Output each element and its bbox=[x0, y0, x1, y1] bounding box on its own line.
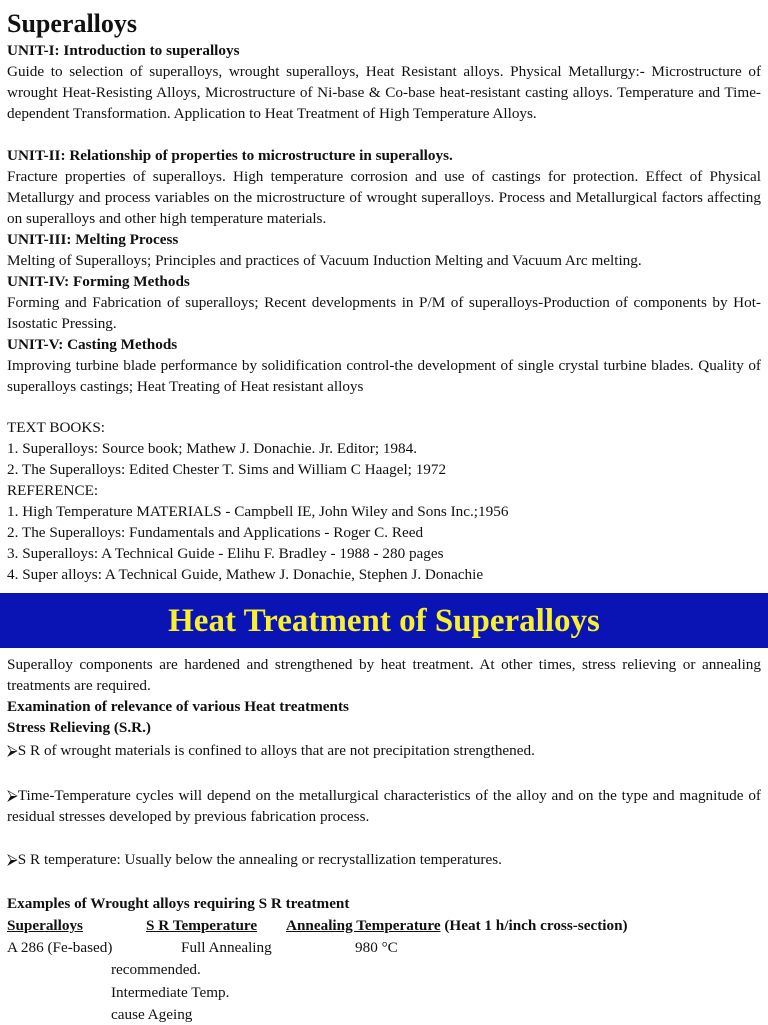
unit-3-section bbox=[7, 229, 761, 271]
table-note-line: recommended. bbox=[111, 961, 201, 978]
table-header-sr-temperature: S R Temperature bbox=[146, 917, 258, 934]
unit-3-heading: UNIT-III: Melting Process bbox=[7, 231, 179, 248]
table-cell-alloy: A 286 (Fe-based) bbox=[7, 939, 113, 956]
arrow-bullet-icon: ⮚ bbox=[7, 851, 18, 868]
unit-4-heading: UNIT-IV: Forming Methods bbox=[7, 273, 190, 290]
reference-item: 4. Super alloys: A Technical Guide, Mathew J. Donachie, Stephen J. Donachie bbox=[7, 566, 484, 583]
unit-2-heading: UNIT-II: Relationship of properties to microstructure in superalloys. bbox=[7, 147, 453, 164]
banner-title: Heat Treatment of Superalloys bbox=[168, 602, 600, 639]
textbooks-heading: TEXT BOOKS: bbox=[7, 419, 106, 436]
table-cell-sr-temperature: Full Annealing bbox=[181, 939, 272, 956]
reference-heading: REFERENCE: bbox=[7, 482, 99, 499]
table-header-note: (Heat 1 h/inch cross-section) bbox=[444, 917, 628, 934]
unit-5-body: Improving turbine blade performance by solidification control-the development of single crystal turbine blades. Quality of superalloys castings; Heat Treating of Heat resistant alloys bbox=[7, 357, 761, 395]
textbooks-section bbox=[7, 417, 761, 585]
unit-5-section bbox=[7, 334, 761, 397]
stress-relieving-heading: Stress Relieving (S.R.) bbox=[7, 719, 151, 736]
reference-item: 2. The Superalloys: Fundamentals and Applications - Roger C. Reed bbox=[7, 524, 424, 541]
unit-1-heading: UNIT-I: Introduction to superalloys bbox=[7, 42, 240, 59]
table-header-superalloys: Superalloys bbox=[7, 917, 83, 934]
bullet-item bbox=[7, 785, 761, 827]
table-header-row bbox=[7, 915, 83, 936]
unit-3-body: Melting of Superalloys; Principles and practices of Vacuum Induction Melting and Vacuum Arc melting. bbox=[7, 252, 642, 269]
heat-treatment-intro: Superalloy components are hardened and strengthened by heat treatment. At other times, stress relieving or annealing treatments are required. bbox=[7, 656, 761, 694]
textbook-item: 1. Superalloys: Source book; Mathew J. Donachie. Jr. Editor; 1984. bbox=[7, 440, 418, 457]
unit-1-body: Guide to selection of superalloys, wrought superalloys, Heat Resistant alloys. Physical Metallurgy:- Microstructure of wrought Heat-Resisting Alloys, Microstructure of Ni-base & Co-base heat-resistant casting alloys. Temperature and Time-dependent Transformation. Application to Heat Treatment of High Temperature Alloys. bbox=[7, 63, 761, 122]
unit-5-heading: UNIT-V: Casting Methods bbox=[7, 336, 178, 353]
section-banner bbox=[0, 593, 768, 648]
reference-item: 1. High Temperature MATERIALS - Campbell IE, John Wiley and Sons Inc.;1956 bbox=[7, 503, 509, 520]
unit-4-body: Forming and Fabrication of superalloys; Recent developments in P/M of superalloys-Production of components by Hot-Isostatic Pressing. bbox=[7, 294, 761, 332]
page-title: Superalloys bbox=[7, 9, 138, 38]
table-header-cell bbox=[286, 915, 628, 936]
bullet-text: Time-Temperature cycles will depend on the metallurgical characteristics of the alloy and on the type and magnitude of residual stresses developed by previous fabrication process. bbox=[7, 787, 761, 825]
reference-item: 3. Superalloys: A Technical Guide - Elihu F. Bradley - 1988 - 280 pages bbox=[7, 545, 444, 562]
unit-2-body: Fracture properties of superalloys. High temperature corrosion and use of castings for protection. Effect of Physical Metallurgy and process variables on the microstructure of wrought superalloys. Process and Metallurgical factors affecting on superalloys and other high temperature materials. bbox=[7, 168, 761, 227]
bullet-text: S R of wrought materials is confined to alloys that are not precipitation strengthened. bbox=[17, 742, 535, 759]
examples-heading: Examples of Wrought alloys requiring S R treatment bbox=[7, 895, 350, 912]
heat-treatment-section bbox=[7, 654, 761, 738]
bullet-item bbox=[7, 849, 761, 870]
arrow-bullet-icon: ⮚ bbox=[7, 787, 18, 804]
bullet-text: S R temperature: Usually below the annealing or recrystallization temperatures. bbox=[17, 851, 502, 868]
table-header-annealing-temperature: Annealing Temperature bbox=[286, 917, 441, 934]
table-cell-annealing-temperature: 980 °C bbox=[355, 939, 398, 956]
bullet-item bbox=[7, 740, 761, 761]
unit-4-section bbox=[7, 271, 761, 334]
textbook-item: 2. The Superalloys: Edited Chester T. Sims and William C Haagel; 1972 bbox=[7, 461, 447, 478]
table-note-line: Intermediate Temp. bbox=[111, 984, 230, 1001]
unit-1-section bbox=[7, 40, 761, 124]
unit-2-section bbox=[7, 145, 761, 229]
table-header-cell bbox=[146, 915, 257, 936]
arrow-bullet-icon: ⮚ bbox=[7, 742, 18, 759]
table-note-line: cause Ageing bbox=[111, 1006, 193, 1023]
examination-heading: Examination of relevance of various Heat treatments bbox=[7, 698, 349, 715]
